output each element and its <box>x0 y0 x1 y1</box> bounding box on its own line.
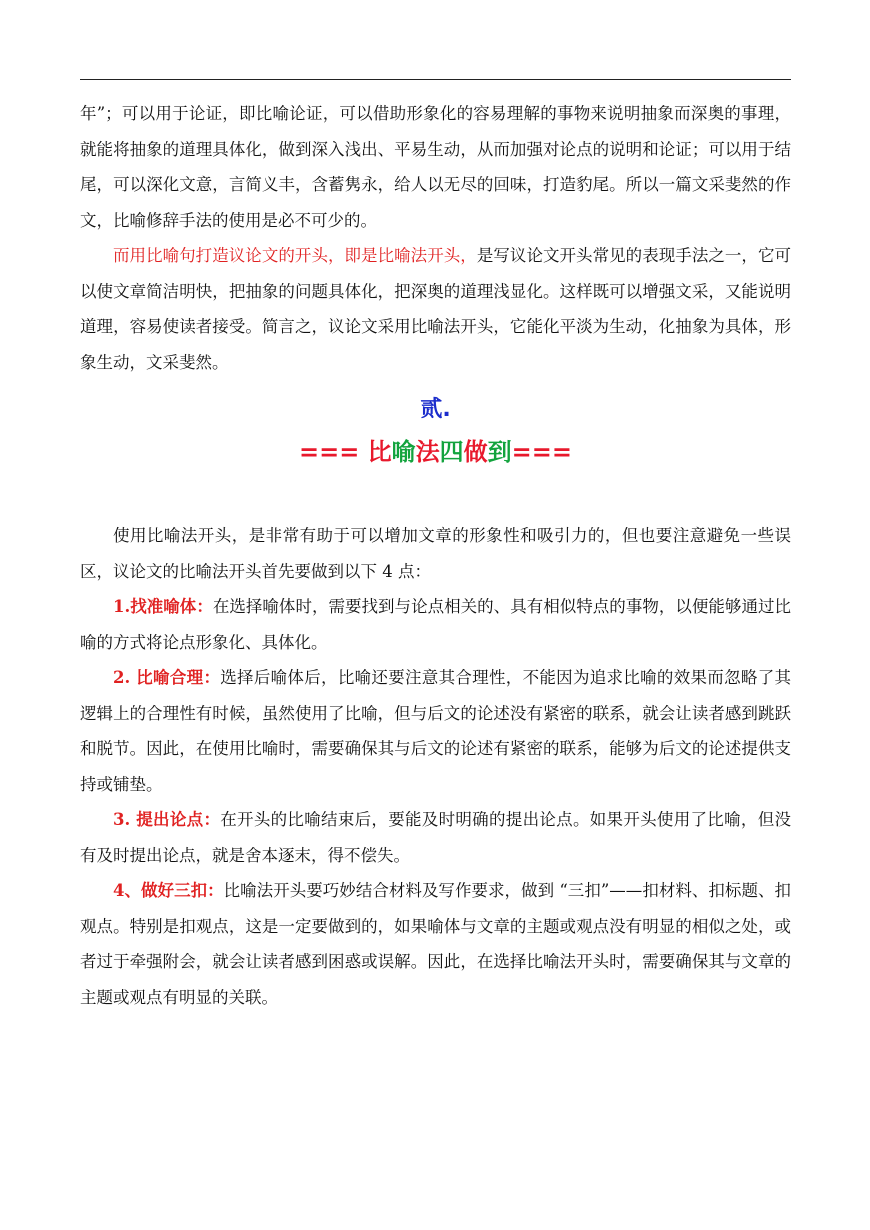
title-char: 喻 <box>391 438 416 466</box>
title-marks-right: === <box>511 438 572 466</box>
section-title <box>80 428 791 476</box>
highlighted-sentence: 而用比喻句打造议论文的开头，即是比喻法开头， <box>113 246 477 265</box>
title-marks-left: === <box>298 438 360 466</box>
paragraph-opening-method <box>80 238 791 380</box>
point-label: 3. 提出论点： <box>113 810 221 829</box>
point-label: 1.找准喻体： <box>113 597 213 616</box>
title-char: 到 <box>487 438 512 466</box>
header-rule <box>80 79 791 80</box>
point-text: 在选择喻体时，需要找到与论点相关的、具有相似特点的事物，以便能够通过比喻的方式将论点形象化、具体化。 <box>80 597 791 652</box>
intro-paragraph: 年”；可以用于论证，即比喻论证，可以借助形象化的容易理解的事物来说明抽象而深奥的事理，就能将抽象的道理具体化，做到深入浅出、平易生动，从而加强对论点的说明和论证；可以用于结尾，可以深化文意，言简义丰，含蓄隽永，给人以无尽的回味，打造豹尾。所以一篇文采斐然的作文，比喻修辞手法的使用是必不可少的。 <box>80 104 791 230</box>
point-label: 2. 比喻合理： <box>113 668 221 687</box>
point-label: 4、做好三扣： <box>113 881 224 900</box>
point-item <box>80 660 791 802</box>
point-text: 比喻法开头要巧妙结合材料及写作要求，做到 “三扣”——扣材料、扣标题、扣观点。特别是扣观点，这是一定要做到的，如果喻体与文章的主题或观点没有明显的相似之处，或者过于牵强附会，就会让读者感到困惑或误解。因此，在选择比喻法开头时，需要确保其与文章的主题或观点有明显的关联。 <box>80 881 791 1007</box>
section-number: 贰. <box>420 397 451 422</box>
title-char: 做 <box>463 438 488 466</box>
point-item <box>80 589 791 660</box>
point-item <box>80 802 791 873</box>
point-text: 在开头的比喻结束后，要能及时明确的提出论点。如果开头使用了比喻，但没有及时提出论点，就是舍本逐末，得不偿失。 <box>80 810 791 865</box>
points-intro: 使用比喻法开头，是非常有助于可以增加文章的形象性和吸引力的，但也要注意避免一些误区，议论文的比喻法开头首先要做到以下 4 点： <box>80 526 791 581</box>
point-text: 选择后喻体后，比喻还要注意其合理性，不能因为追求比喻的效果而忽略了其逻辑上的合理性有时候，虽然使用了比喻，但与后文的论述没有紧密的联系，就会让读者感到跳跃和脱节。因此，在使用比喻时，需要确保其与后文的论述有紧密的联系，能够为后文的论述提供支持或铺垫。 <box>80 668 791 794</box>
paragraph-body: 是写议论文开头常见的表现手法之一，它可以使文章简洁明快，把抽象的问题具体化，把深奥的道理浅显化。这样既可以增强文采，又能说明道理，容易使读者接受。简言之，议论文采用比喻法开头，它能化平淡为生动，化抽象为具体，形象生动，文采斐然。 <box>80 246 792 372</box>
point-item <box>80 873 791 1015</box>
title-char: 四 <box>439 438 464 466</box>
title-char: 法 <box>415 438 440 466</box>
title-char: 比 <box>367 438 392 466</box>
document-body <box>80 96 791 1015</box>
